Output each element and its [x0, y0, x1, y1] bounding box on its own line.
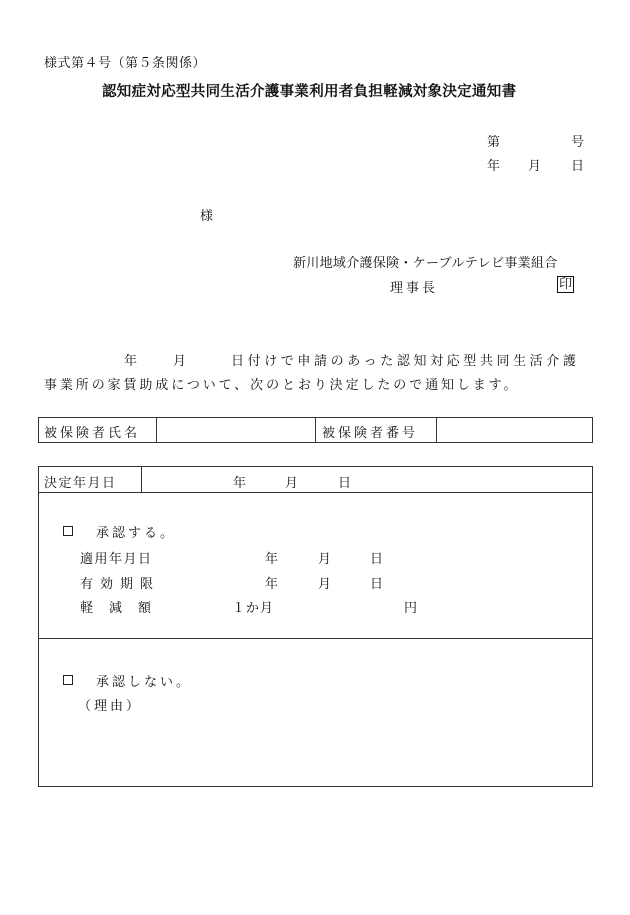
reject-checkbox[interactable] — [63, 675, 73, 685]
apply-date-label: 適用年月日 — [80, 552, 153, 567]
reduction-period: １か月 — [232, 601, 275, 616]
doc-number-suffix: 号 — [571, 135, 585, 150]
apply-date-year: 年 — [265, 552, 279, 567]
divider — [38, 638, 593, 639]
issuer-seal — [557, 276, 574, 293]
issue-date-day: 日 — [571, 159, 585, 174]
approve-checkbox[interactable] — [63, 526, 73, 536]
issue-date-year: 年 — [487, 159, 501, 174]
approve-option[interactable] — [63, 524, 73, 539]
issue-date-month: 月 — [528, 159, 542, 174]
decision-date-day: 日 — [338, 476, 352, 491]
body-month: 月 — [173, 354, 187, 369]
decision-date-month: 月 — [285, 476, 299, 491]
approve-label: 承認する。 — [96, 526, 177, 541]
validity-period-day: 日 — [370, 577, 384, 592]
apply-date-month: 月 — [318, 552, 332, 567]
seal-mark: 印 — [559, 277, 573, 292]
decision-date-year: 年 — [233, 476, 247, 491]
validity-period-label: 有効期限 — [80, 577, 161, 592]
body-line-2: 事業所の家賃助成について、次のとおり決定したので通知します。 — [44, 378, 520, 393]
insured-name-label: 被保険者氏名 — [44, 426, 141, 441]
validity-period-month: 月 — [318, 577, 332, 592]
reject-option[interactable] — [63, 673, 73, 688]
body-year: 年 — [124, 354, 138, 369]
reason-label: （理由） — [78, 699, 143, 714]
decision-date-label: 決定年月日 — [44, 476, 117, 491]
divider — [315, 417, 316, 443]
reject-label: 承認しない。 — [96, 675, 193, 690]
divider — [38, 492, 593, 493]
document-title: 認知症対応型共同生活介護事業利用者負担軽減対象決定通知書 — [102, 83, 517, 100]
insured-number-label: 被保険者番号 — [322, 426, 419, 441]
divider — [141, 466, 142, 492]
divider — [436, 417, 437, 443]
decision-table — [38, 466, 593, 787]
doc-number-prefix: 第 — [487, 135, 501, 150]
validity-period-year: 年 — [265, 577, 279, 592]
body-line-1: 日付けで申請のあった認知対応型共同生活介護 — [231, 354, 580, 369]
form-number-label: 様式第４号（第５条関係） — [44, 56, 207, 71]
issuer-title: 理事長 — [390, 281, 439, 296]
addressee-honorific: 様 — [200, 209, 214, 224]
divider — [156, 417, 157, 443]
apply-date-day: 日 — [370, 552, 384, 567]
issuer-organization: 新川地域介護保険・ケーブルテレビ事業組合 — [293, 256, 558, 271]
reduction-unit: 円 — [404, 601, 418, 616]
reduction-amount-label: 軽減額 — [80, 601, 168, 616]
